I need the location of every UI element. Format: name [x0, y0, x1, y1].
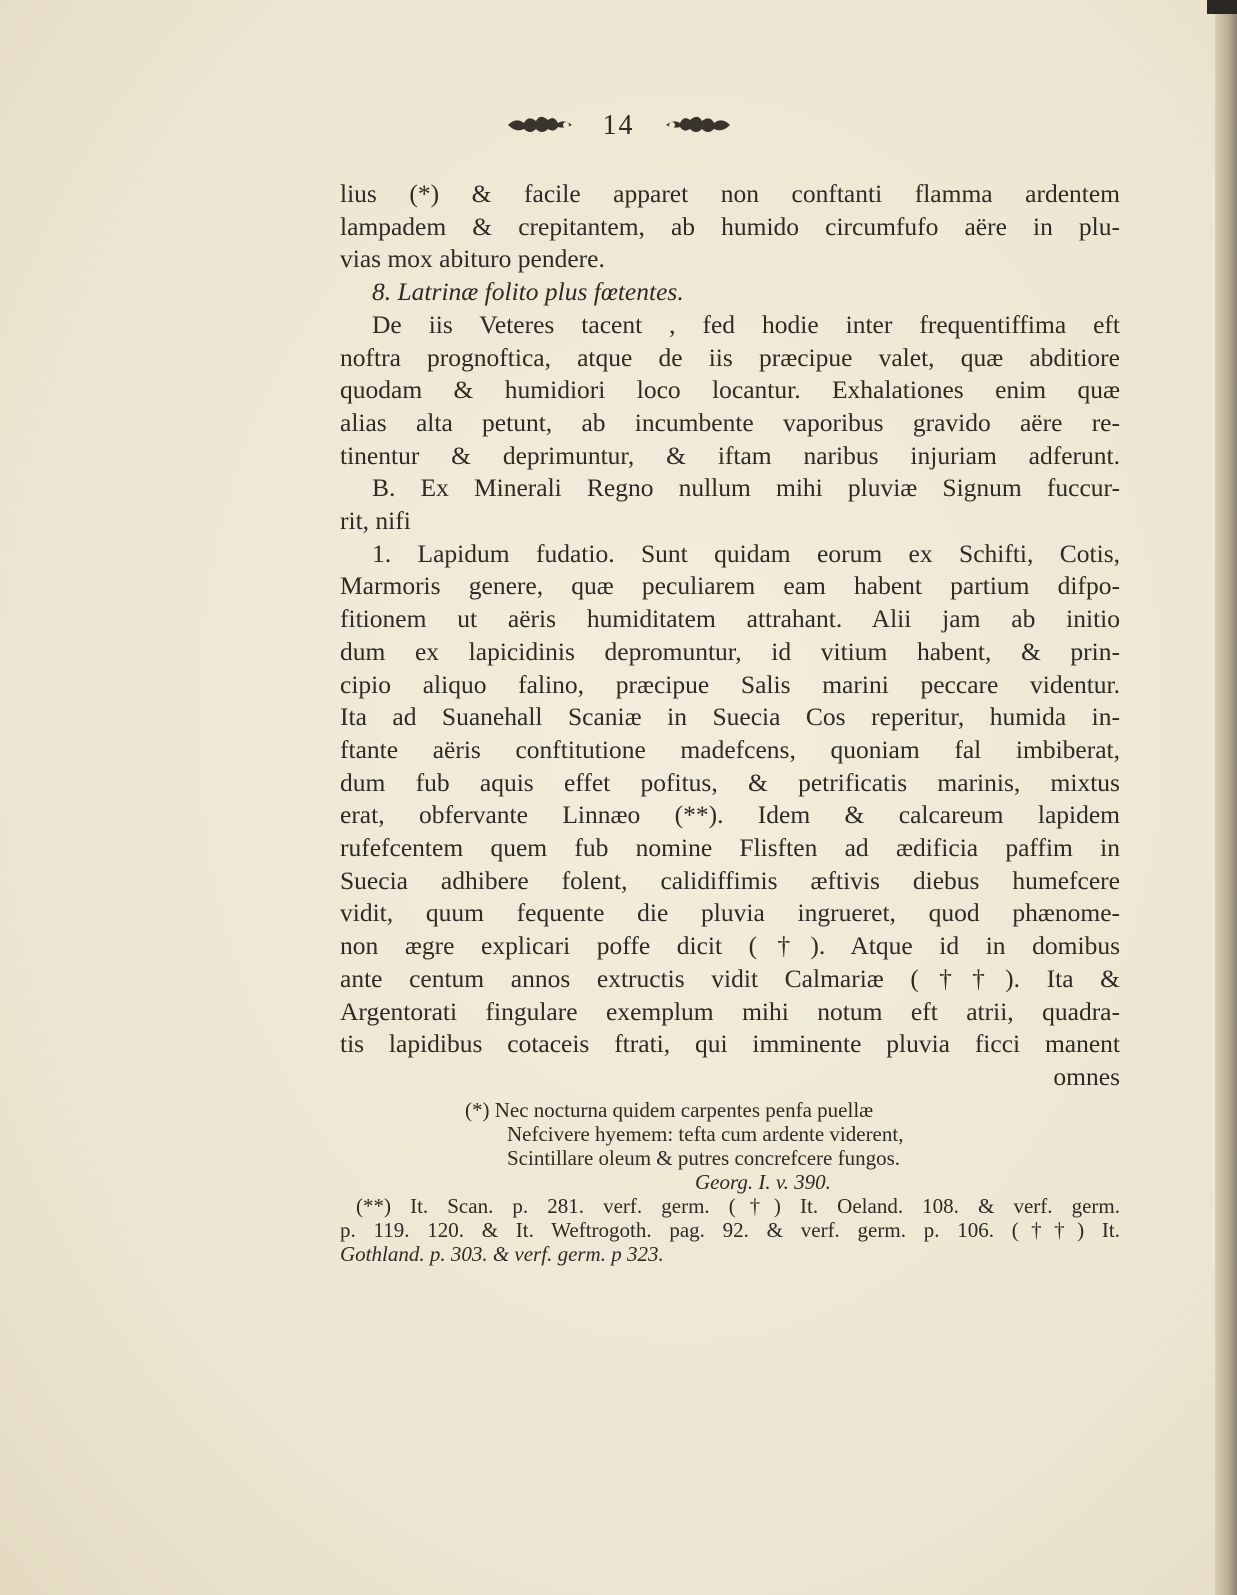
section-heading: 8. Latrinæ folito plus fœtentes. — [372, 277, 684, 307]
text-line: dum ex lapicidinis depromuntur, id vitium habent, & prin- — [340, 636, 1120, 666]
text-line: dum fub aquis effet pofitus, & petrificatis marinis, mixtus — [340, 767, 1120, 797]
text-line: lius (*) & facile apparet non conftanti flamma ardentem — [340, 179, 1120, 208]
page-edge-shadow — [1215, 0, 1237, 1595]
text-line: quodam & humidiori loco locantur. Exhalationes enim quæ — [340, 375, 1120, 405]
text-line: tis lapidibus cotaceis ftrati, qui imminente pluvia ficci manent — [340, 1029, 1120, 1059]
text-line: Marmoris genere, quæ peculiarem eam habent partium difpo- — [340, 571, 1120, 601]
footnotes — [340, 1098, 1120, 1266]
section-heading: 1. Lapidum fudatio. Sunt quidam eorum ex Schifti, Cotis, — [372, 538, 1120, 568]
left-ornament-icon — [506, 111, 576, 145]
poem-line: Nefcivere hyemem: tefta cum ardente viderent, — [507, 1122, 904, 1146]
text-line: ftante aëris conftitutione madefcens, quoniam fal imbiberat, — [340, 734, 1120, 764]
footnote-ref: p. 119. 120. & It. Weftrogoth. pag. 92. & verf. germ. p. 106. (††) It. — [340, 1218, 1120, 1242]
text-line: fitionem ut aëris humiditatem attrahant. Alii jam ab initio — [340, 604, 1120, 634]
text-line: Argentorati fingulare exemplum mihi notum eft atrii, quadra- — [340, 996, 1120, 1026]
text-line: alias alta petunt, ab incumbente vaporibus gravido aëre re- — [340, 407, 1120, 437]
text-line: Suecia adhibere folent, calidiffimis æftivis diebus humefcere — [340, 865, 1120, 895]
main-text — [340, 178, 1120, 1094]
page-header — [0, 110, 1237, 145]
poem-source: Georg. I. v. 390. — [695, 1170, 831, 1194]
page-corner-dark — [1207, 0, 1237, 14]
poem-line: (*) Nec nocturna quidem carpentes penfa puellæ — [465, 1098, 874, 1122]
page-number: 14 — [602, 110, 635, 141]
text-line: non ægre explicari poffe dicit (†). Atque id in domibus — [340, 931, 1120, 961]
text-line: ante centum annos extructis vidit Calmariæ (††). Ita & — [340, 963, 1120, 993]
footnote-poem — [340, 1098, 1120, 1194]
catchword: omnes — [1053, 1061, 1120, 1091]
text-line: Ita ad Suanehall Scaniæ in Suecia Cos reperitur, humida in- — [340, 702, 1120, 732]
text-line: rit, nifi — [340, 506, 411, 536]
right-ornament-icon — [662, 111, 732, 145]
text-line: erat, obfervante Linnæo (**). Idem & calcareum lapidem — [340, 800, 1120, 830]
text-line: rufefcentem quem fub nomine Flisften ad ædificia paffim in — [340, 833, 1120, 863]
text-line: vias mox abituro pendere. — [340, 244, 605, 274]
text-line: noftra prognoftica, atque de iis præcipue valet, quæ abditiore — [340, 342, 1120, 372]
text-line: tinentur & deprimuntur, & iftam naribus injuriam adferunt. — [340, 440, 1120, 470]
poem-line: Scintillare oleum & putres concrefcere fungos. — [507, 1146, 901, 1170]
footnote-ref: (**) It. Scan. p. 281. verf. germ. (†) It. Oeland. 108. & verf. germ. — [356, 1194, 1120, 1218]
footnote-ref: Gothland. p. 303. & verf. germ. p 323. — [340, 1242, 664, 1266]
section-heading: B. Ex Minerali Regno nullum mihi pluviæ Signum fuccur- — [372, 473, 1120, 503]
text-line: lampadem & crepitantem, ab humido circumfufo aëre in plu- — [340, 211, 1120, 241]
text-line: cipio aliquo falino, præcipue Salis marini peccare videntur. — [340, 669, 1120, 699]
text-line: De iis Veteres tacent , fed hodie inter frequentiffima eft — [372, 309, 1120, 339]
text-line: vidit, quum fequente die pluvia ingrueret, quod phænome- — [340, 898, 1120, 928]
